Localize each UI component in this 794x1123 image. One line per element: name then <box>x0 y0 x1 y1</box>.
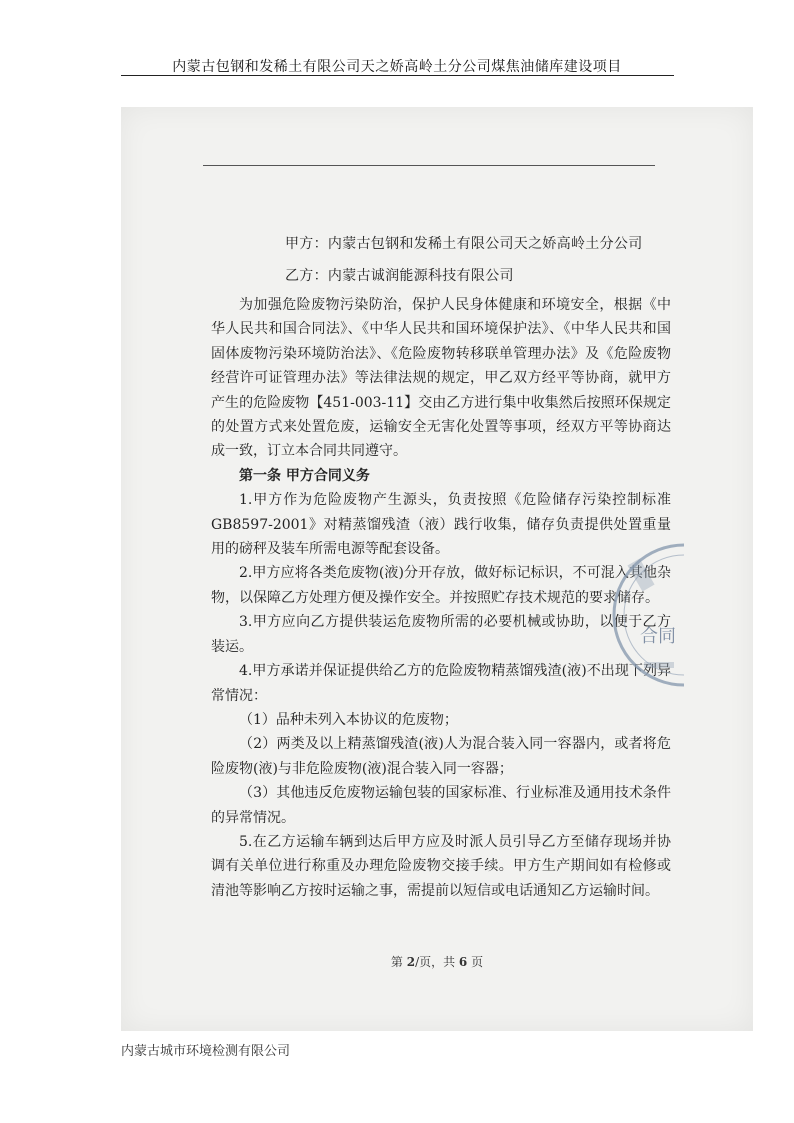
clause-4-item-3: （3）其他违反危废物运输包装的国家标准、行业标准及通用技术条件的异常情况。 <box>211 785 671 826</box>
page-header-title: 内蒙古包钢和发稀土有限公司天之娇高岭土分公司煤焦油储库建设项目 <box>172 59 622 75</box>
contract-body <box>211 293 671 903</box>
party-a-line: 甲方：内蒙古包钢和发稀土有限公司天之娇高岭土分公司 <box>285 236 643 252</box>
clause-2: 2.甲方应将各类危废物(液)分开存放，做好标记标识，不可混入其他杂物，以保障乙方处理方便及操作安全。并按照贮存技术规范的要求储存。 <box>211 565 671 606</box>
bottom-organization: 内蒙古城市环境检测有限公司 <box>121 1044 291 1059</box>
seal-text: 合同 <box>640 626 676 647</box>
clause-4: 4.甲方承诺并保证提供给乙方的危险废物精蒸馏残渣(液)不出现下列异常情况： <box>211 663 671 704</box>
scan-top-divider <box>203 165 655 166</box>
header-divider <box>121 75 674 76</box>
official-seal-stamp <box>604 540 684 690</box>
clause-4-item-2: （2）两类及以上精蒸馏残渣(液)人为混合装入同一容器内，或者将危险废物(液)与非危险废物(液)混合装入同一容器； <box>211 736 671 777</box>
page-number: 第 2/页，共 6 页 <box>390 955 484 969</box>
party-b-line: 乙方：内蒙古诚润能源科技有限公司 <box>285 268 514 284</box>
preamble-paragraph: 为加强危险废物污染防治，保护人民身体健康和环境安全，根据《中华人民共和国合同法》、《中华人民共和国环境保护法》、《中华人民共和国固体废物污染环境防治法》、《危险废物转移联单管理办法》及《危险废物经营许可证管理办法》等法律法规的规定，甲乙双方经平等协商，就甲方产生的危险废物【451-003-11】交由乙方进行集中收集然后按照环保规定的处置方式来处置危废，运输安全无害化处置等事项，经双方平等协商达成一致，订立本合同共同遵守。 <box>211 297 671 460</box>
article-one-heading: 第一条 甲方合同义务 <box>239 467 370 484</box>
clause-4-item-1: （1）品种未列入本协议的危废物； <box>239 711 458 728</box>
clause-3: 3.甲方应向乙方提供装运危废物所需的必要机械或协助，以便于乙方装运。 <box>211 614 671 655</box>
clause-1: 1.甲方作为危险废物产生源头，负责按照《危险储存污染控制标准 GB8597-2001》对精蒸馏残渣（液）践行收集，储存负责提供处置重量用的磅秤及装车所需电源等配套设备。 <box>211 492 671 558</box>
seal-icon <box>604 540 684 690</box>
page-current: 2 <box>406 955 416 969</box>
clause-5: 5.在乙方运输车辆到达后甲方应及时派人员引导乙方至储存现场并协调有关单位进行称重及办理危险废物交接手续。甲方生产期间如有检修或清池等影响乙方按时运输之事，需提前以短信或电话通知乙方运输时间。 <box>211 833 671 899</box>
page-total: 6 <box>458 955 468 969</box>
